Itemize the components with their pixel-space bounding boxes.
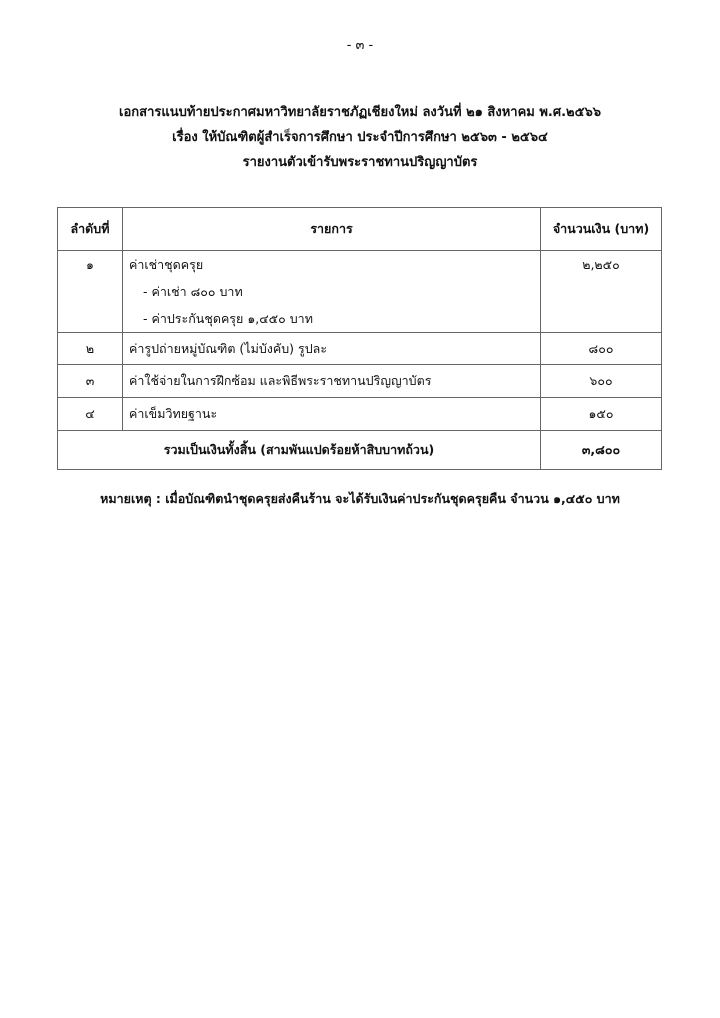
table-row [58, 365, 662, 398]
table-row [58, 398, 662, 431]
row-item [123, 333, 541, 365]
header-no: ลำดับที่ [58, 208, 123, 251]
row-number: ๔ [58, 398, 123, 431]
item-label: ค่ารูปถ่ายหมู่บัณฑิต (ไม่บังคับ) รูปละ [129, 341, 328, 356]
row-number: ๓ [58, 365, 123, 398]
table-header-row [58, 208, 662, 251]
fees-table [57, 207, 662, 470]
header-title-line: เอกสารแนบท้ายประกาศมหาวิทยาลัยราชภัฏเชียงใหม่ ลงวันที่ ๒๑ สิงหาคม พ.ศ.๒๕๖๖ [119, 105, 601, 120]
item-label: ค่าเข็มวิทยฐานะ [129, 406, 218, 421]
remark-note: หมายเหตุ : เมื่อบัณฑิตนำชุดครุยส่งคืนร้าน จะได้รับเงินค่าประกันชุดครุยคืน จำนวน ๑,๔๕๐ บาท [100, 491, 620, 506]
row-amount: ๑๕๐ [541, 398, 662, 431]
header-amount: จำนวนเงิน (บาท) [541, 208, 662, 251]
row-number: ๒ [58, 333, 123, 365]
row-amount: ๘๐๐ [541, 333, 662, 365]
row-item [123, 398, 541, 431]
row-item [123, 365, 541, 398]
row-amount: ๖๐๐ [541, 365, 662, 398]
header-report-line: รายงานตัวเข้ารับพระราชทานปริญญาบัตร [242, 155, 478, 170]
table-row [58, 251, 662, 333]
item-sub-deposit: - ค่าประกันชุดครุย ๑,๔๕๐ บาท [143, 311, 313, 326]
item-sub-rent: - ค่าเช่า ๘๐๐ บาท [143, 284, 243, 299]
row-amount: ๒,๒๕๐ [541, 251, 662, 333]
item-label: ค่าเช่าชุดครุย [129, 257, 204, 272]
row-item [123, 251, 541, 333]
header-subject-line: เรื่อง ให้บัณฑิตผู้สำเร็จการศึกษา ประจำปีการศึกษา ๒๕๖๓ - ๒๕๖๔ [172, 130, 548, 145]
table-row [58, 333, 662, 365]
total-row [58, 431, 662, 470]
row-number: ๑ [58, 251, 123, 333]
page-number: - ๓ - [346, 38, 374, 53]
total-amount: ๓,๘๐๐ [541, 431, 662, 470]
total-label: รวมเป็นเงินทั้งสิ้น (สามพันแปดร้อยห้าสิบบาทถ้วน) [58, 431, 541, 470]
header-item: รายการ [123, 208, 541, 251]
document-header [0, 100, 720, 175]
item-label: ค่าใช้จ่ายในการฝึกซ้อม และพิธีพระราชทานปริญญาบัตร [129, 373, 432, 388]
